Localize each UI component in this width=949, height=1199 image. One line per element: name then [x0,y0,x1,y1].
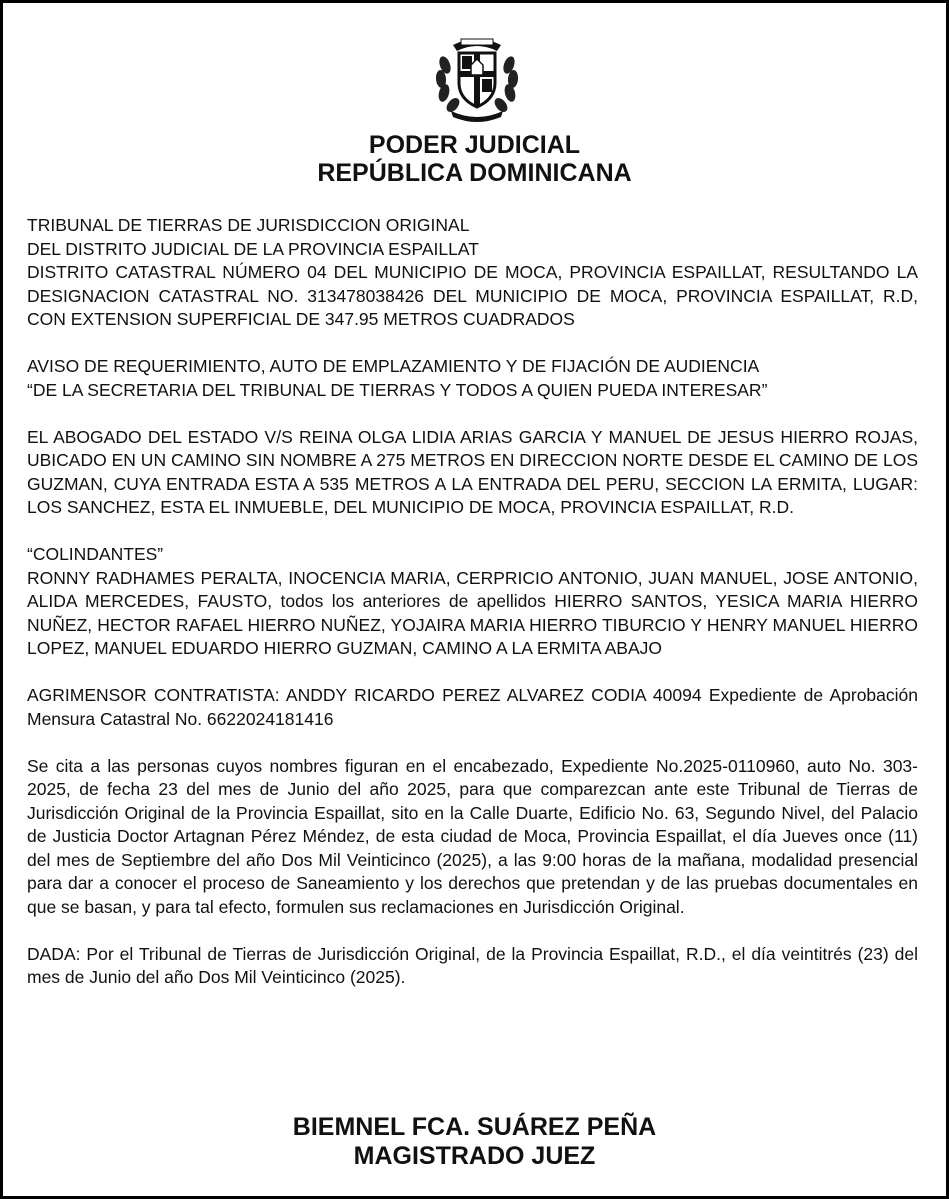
cadastral-district-paragraph: DISTRITO CATASTRAL NÚMERO 04 DEL MUNICIPIO DE MOCA, PROVINCIA ESPAILLAT, RESULTANDO LA DESIGNACION CATASTRAL NO. 313478038426 DEL MUNICIPIO DE MOCA, PROVINCIA ESPAILLAT, R.D, CON EXTENSION SUPERFICIAL DE 347.95 METROS CUADRADOS [27,262,918,329]
court-name-line1: TRIBUNAL DE TIERRAS DE JURISDICCION ORIGINAL [27,215,470,235]
given-paragraph: DADA: Por el Tribunal de Tierras de Jurisdicción Original, de la Provincia Espaillat, R.D., el día veintitrés (23) del mes de Junio del año Dos Mil Veinticinco (2025). [27,943,918,987]
coat-of-arms-seal-icon [431,31,523,123]
surveyor-paragraph: AGRIMENSOR CONTRATISTA: ANDDY RICARDO PEREZ ALVAREZ CODIA 40094 Expediente de Aprobación Mensura Catastral No. 6622024181416 [27,685,918,729]
colindantes-paragraph: RONNY RADHAMES PERALTA, INOCENCIA MARIA, CERPRICIO ANTONIO, JUAN MANUEL, JOSE ANTONIO, ALIDA MERCEDES, FAUSTO, todos los anteriores de apellidos HIERRO SANTOS, YESICA MARIA HIERRO NUÑEZ, HECTOR RAFAEL HIERRO NUÑEZ, YOJAIRA MARIA HIERRO TIBURCIO Y HENRY MANUEL HIERRO LOPEZ, MANUEL EDUARDO HIERRO GUZMAN, CAMINO A LA ERMITA ABAJO [27,567,918,658]
header-country: REPÚBLICA DOMINICANA [317,159,632,187]
parties-paragraph: EL ABOGADO DEL ESTADO V/S REINA OLGA LIDIA ARIAS GARCIA Y MANUEL DE JESUS HIERRO ROJAS, UBICADO EN UN CAMINO SIN NOMBRE A 275 METROS EN DIRECCION NORTE DESDE EL CAMINO DE LOS GUZMAN, CUYA ENTRADA ESTA A 535 METROS A LA ENTRADA DEL PERU, SECCION LA ERMITA, LUGAR: LOS SANCHEZ, ESTA EL INMUEBLE, DEL MUNICIPIO DE MOCA, PROVINCIA ESPAILLAT, R.D. [27,426,918,517]
summons-paragraph: Se cita a las personas cuyos nombres figuran en el encabezado, Expediente No.2025-0110960, auto No. 303-2025, de fecha 23 del mes de Junio del año 2025, para que comparezcan ante este Tribunal de Tierras de Jurisdicción Original de la Provincia Espaillat, sito en la Calle Duarte, Edificio No. 63, Segundo Nivel, del Palacio de Justicia Doctor Artagnan Pérez Méndez, de esta ciudad de Moca, Provincia Espaillat, el día Jueves once (11) del mes de Septiembre del año Dos Mil Veinticinco (2025), a las 9:00 horas de la mañana, modalidad presencial para dar a conocer el proceso de Saneamiento y los derechos que pretendan y de las pruebas documentales en que se basan, y para tal efecto, formulen sus reclamaciones en Jurisdicción Original. [27,755,918,917]
judge-title: MAGISTRADO JUEZ [353,1142,596,1170]
colindantes-heading: “COLINDANTES” [27,544,164,564]
header [3,131,946,187]
notice-title-line2: “DE LA SECRETARIA DEL TRIBUNAL DE TIERRAS Y TODOS A QUIEN PUEDA INTERESAR” [27,379,768,400]
judge-name: BIEMNEL FCA. SUÁREZ PEÑA [292,1113,657,1141]
court-name-line2: DEL DISTRITO JUDICIAL DE LA PROVINCIA ESPAILLAT [27,238,479,259]
notice-body [27,214,918,990]
header-judicial-power: PODER JUDICIAL [368,131,581,159]
notice-title-line1: AVISO DE REQUERIMIENTO, AUTO DE EMPLAZAMIENTO Y DE FIJACIÓN DE AUDIENCIA [27,356,760,376]
signature-block [3,1113,946,1171]
